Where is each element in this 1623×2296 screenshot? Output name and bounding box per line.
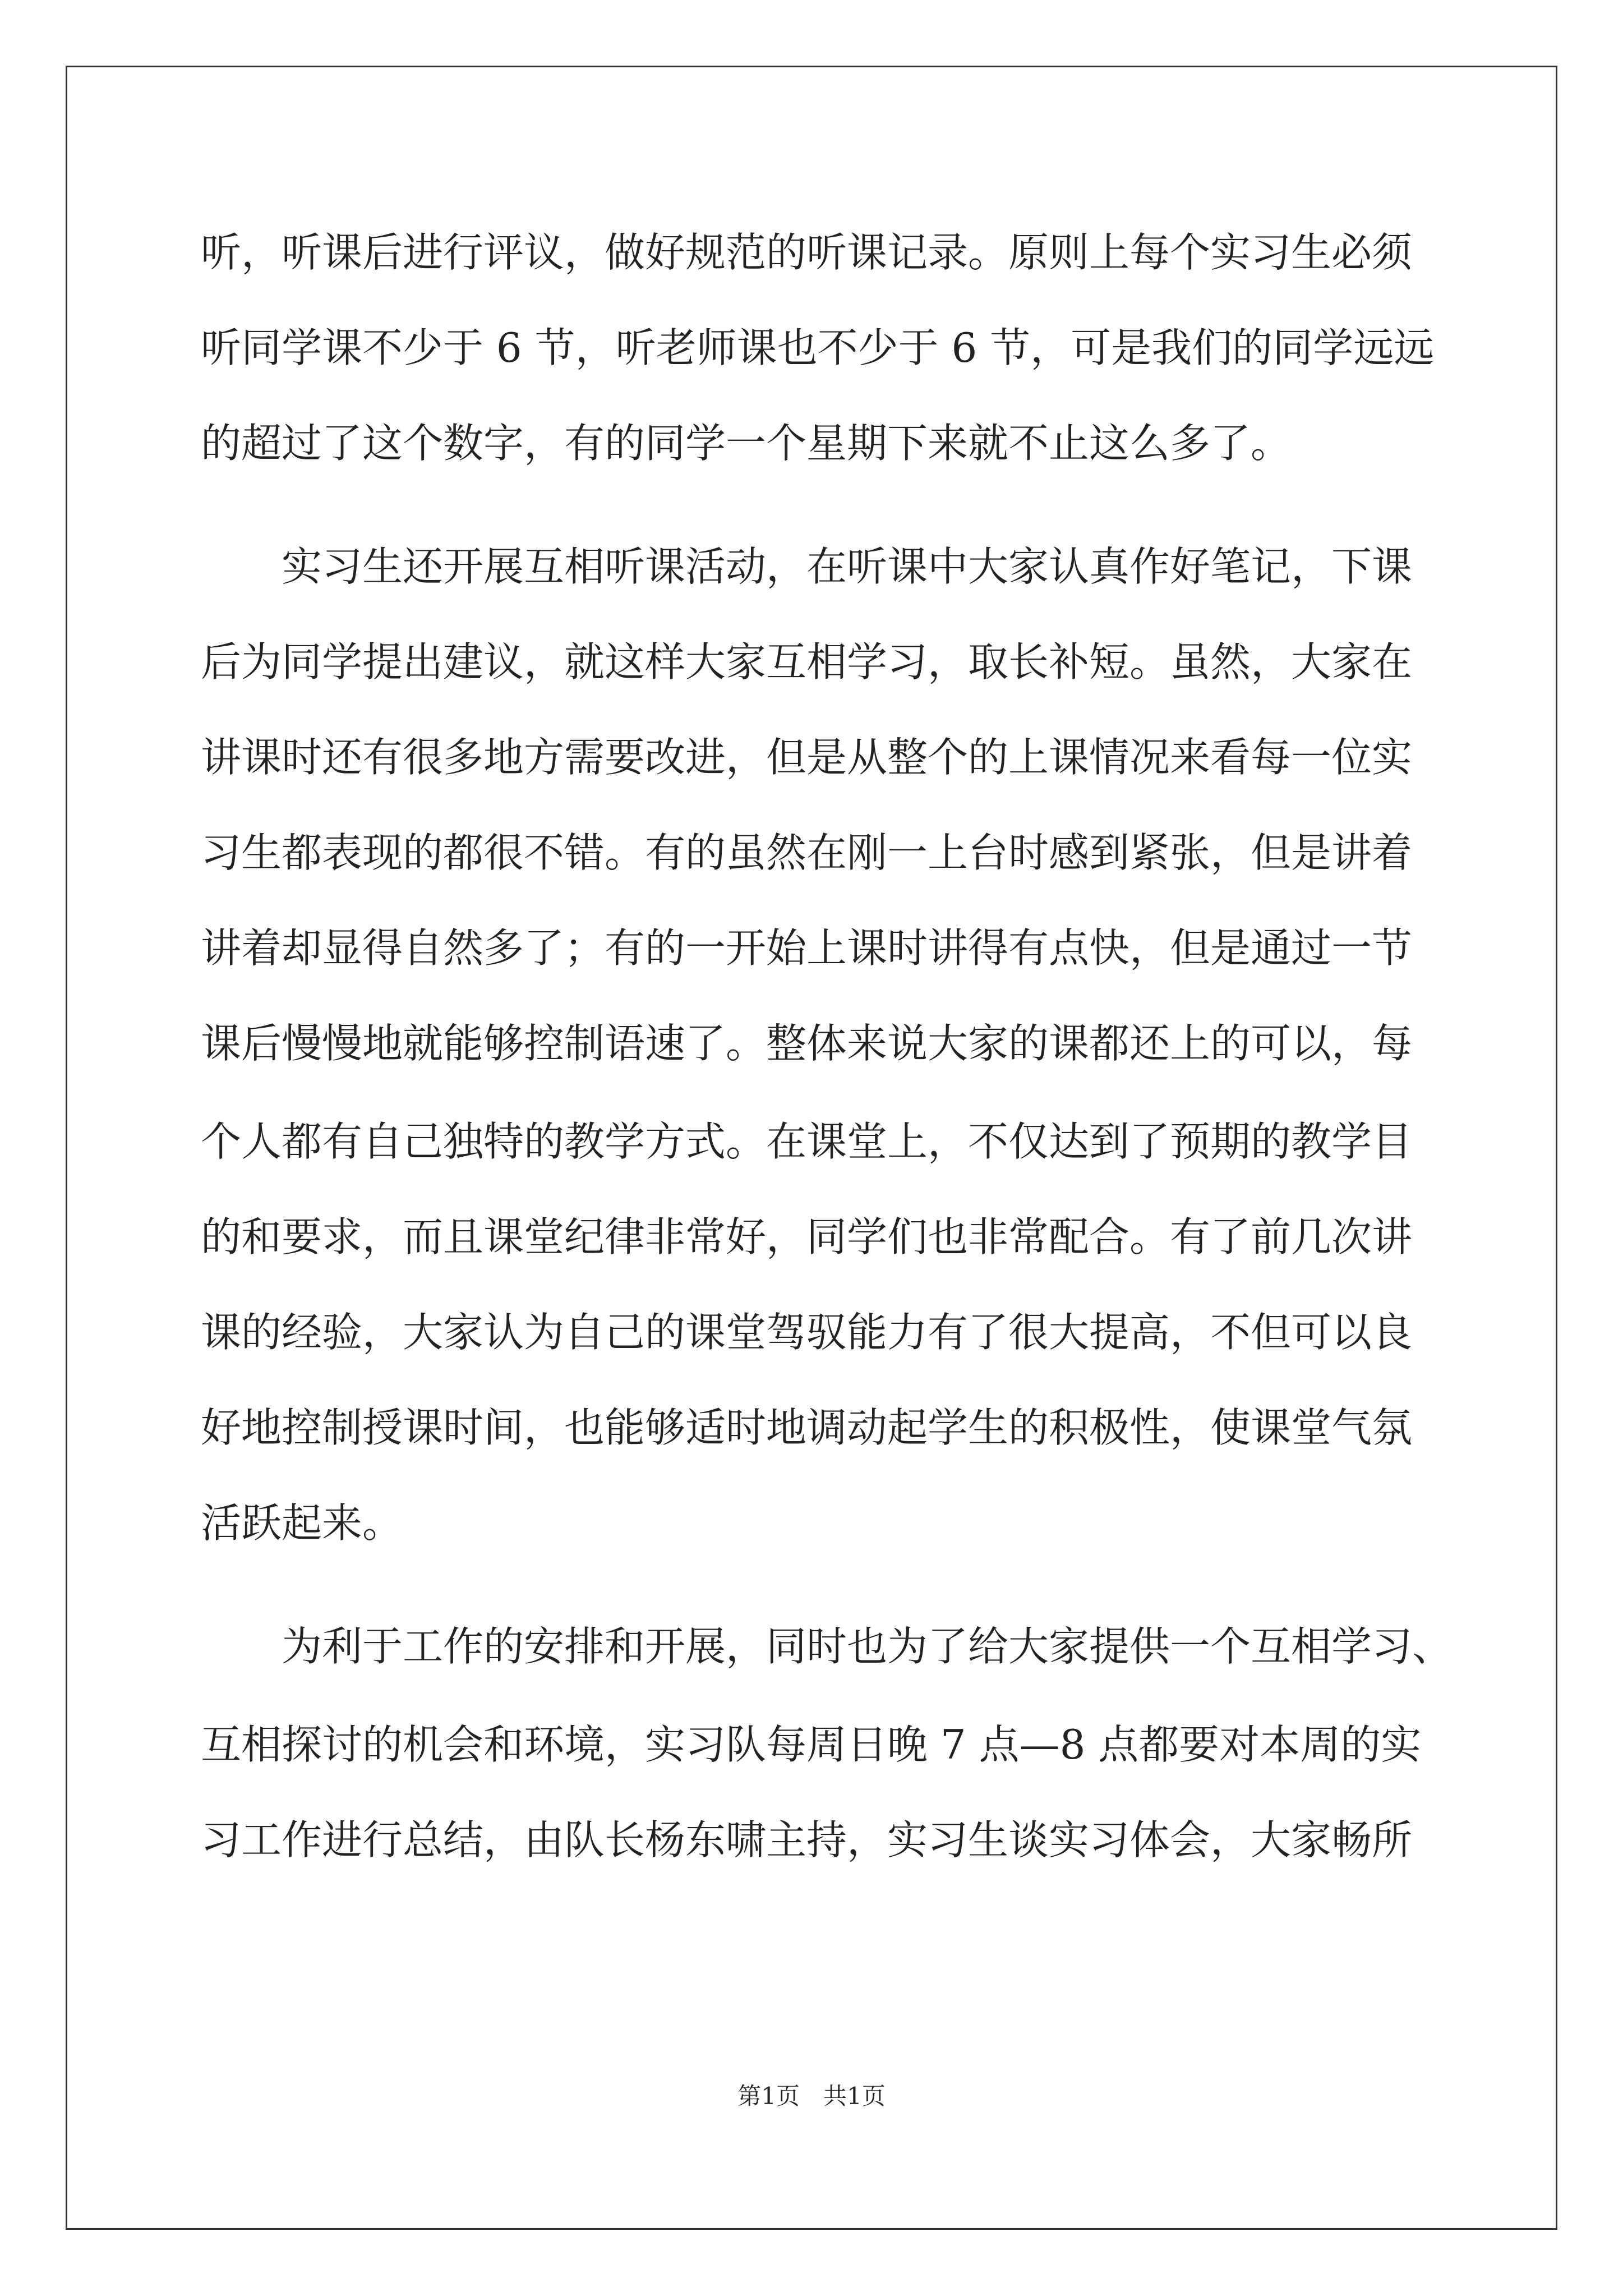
paragraph-line: 听同学课不少于 6 节，听老师课也不少于 6 节，可是我们的同学远远: [201, 324, 1435, 371]
page-footer: [0, 2079, 1623, 2113]
paragraph-line: 为利于工作的安排和开展，同时也为了给大家提供一个互相学习、: [282, 1623, 1453, 1670]
paragraph-line: 课后慢慢地就能够控制语速了。整体来说大家的课都还上的可以，每: [201, 1020, 1413, 1067]
paragraph-line: 讲课时还有很多地方需要改进，但是从整个的上课情况来看每一位实: [201, 734, 1413, 781]
paragraph-line: 好地控制授课时间，也能够适时地调动起学生的积极性，使课堂气氛: [201, 1404, 1413, 1451]
page-total: 共1页: [823, 2082, 886, 2110]
paragraph-line: 讲着却显得自然多了；有的一开始上课时讲得有点快，但是通过一节: [201, 924, 1413, 972]
paragraph-line: 习工作进行总结，由队长杨东啸主持，实习生谈实习体会，大家畅所: [201, 1816, 1413, 1864]
paragraph-line: 互相探讨的机会和环境，实习队每周日晚 7 点—8 点都要对本周的实: [201, 1721, 1422, 1768]
paragraph-line: 活跃起来。: [201, 1499, 403, 1547]
page-number: 第1页: [737, 2082, 800, 2110]
paragraph-line: 习生都表现的都很不错。有的虽然在刚一上台时感到紧张，但是讲着: [201, 829, 1413, 876]
paragraph-line: 实习生还开展互相听课活动，在听课中大家认真作好笔记，下课: [282, 543, 1413, 590]
paragraph-line: 听，听课后进行评议，做好规范的听课记录。原则上每个实习生必须: [201, 229, 1413, 276]
paragraph-line: 的超过了这个数字，有的同学一个星期下来就不止这么多了。: [201, 420, 1292, 467]
paragraph-line: 的和要求，而且课堂纪律非常好，同学们也非常配合。有了前几次讲: [201, 1213, 1413, 1260]
paragraph-line: 后为同学提出建议，就这样大家互相学习，取长补短。虽然，大家在: [201, 638, 1413, 685]
paragraph-line: 课的经验，大家认为自己的课堂驾驭能力有了很大提高，不但可以良: [201, 1309, 1413, 1356]
paragraph-line: 个人都有自己独特的教学方式。在课堂上，不仅达到了预期的教学目: [201, 1118, 1413, 1165]
